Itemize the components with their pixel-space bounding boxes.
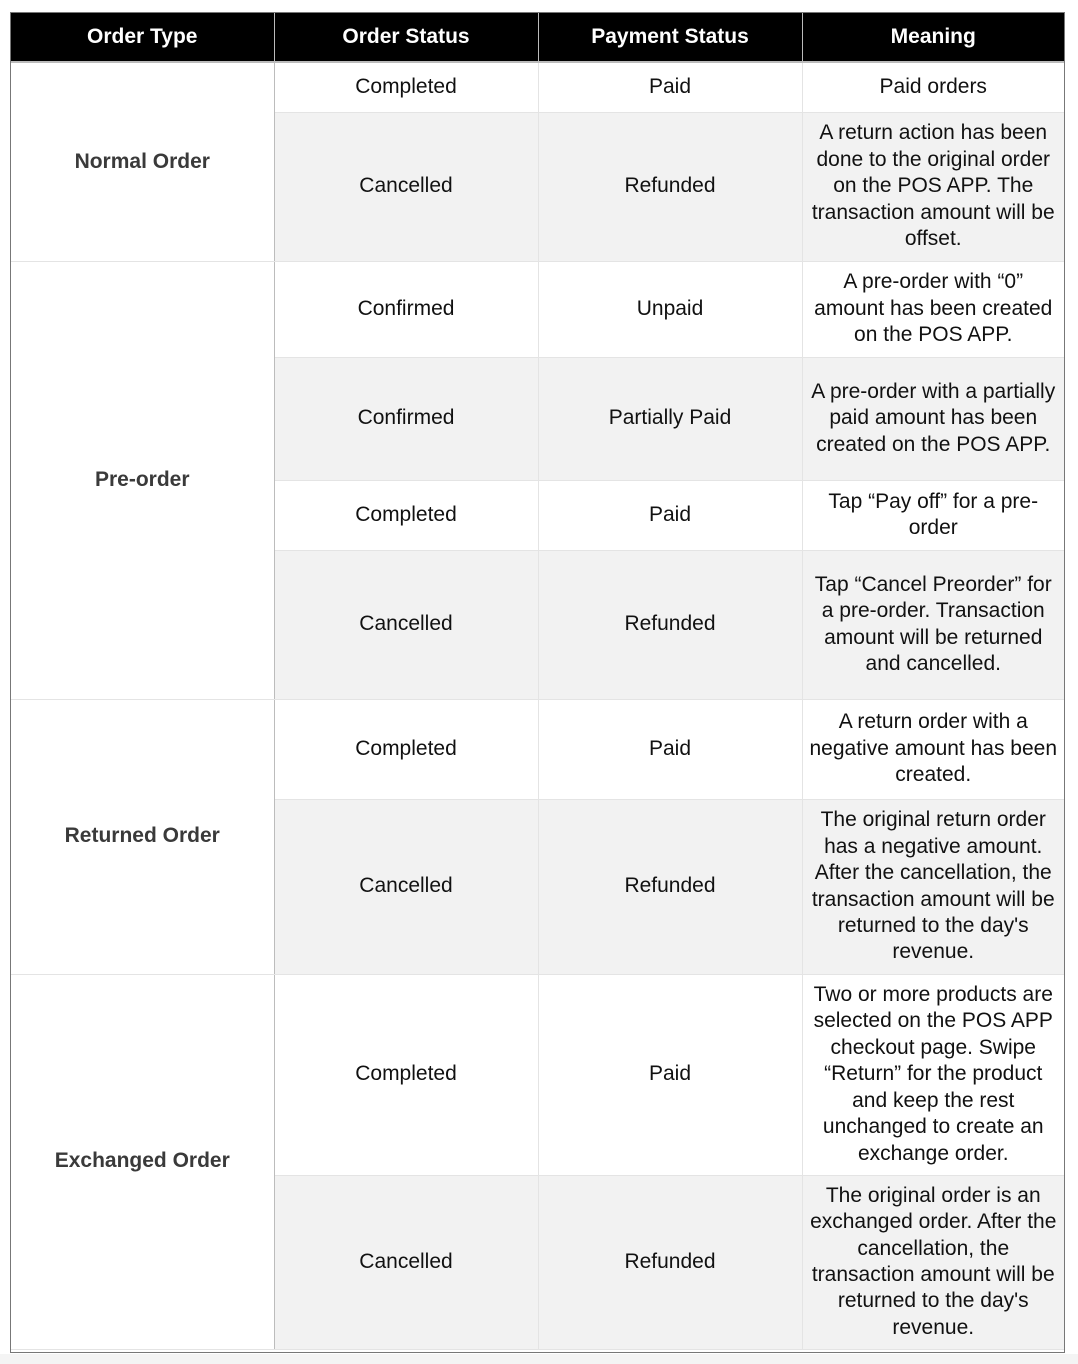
payment-status-cell: Refunded — [538, 550, 802, 699]
order-status-cell: Confirmed — [274, 357, 538, 480]
meaning-cell: Paid orders — [802, 62, 1064, 112]
payment-status-cell: Refunded — [538, 1175, 802, 1349]
table-header-row — [11, 13, 1064, 62]
meaning-cell: The original return order has a negative amount. After the cancellation, the transaction amount will be returned to the day's revenue. — [802, 799, 1064, 974]
table-row — [11, 62, 1064, 112]
header-meaning: Meaning — [802, 13, 1064, 62]
order-status-cell: Completed — [274, 974, 538, 1175]
order-status-cell: Cancelled — [274, 1175, 538, 1349]
payment-status-cell: Refunded — [538, 112, 802, 261]
order-status-table-container — [10, 12, 1065, 1353]
order-type-normal-order: Normal Order — [11, 62, 274, 261]
order-status-cell: Completed — [274, 480, 538, 550]
meaning-cell: The original order is an exchanged order. After the cancellation, the transaction amount will be returned to the day's revenue. — [802, 1175, 1064, 1349]
order-status-cell: Completed — [274, 699, 538, 799]
meaning-cell: Two or more products are selected on the POS APP checkout page. Swipe “Return” for the product and keep the rest unchanged to create an exchange order. — [802, 974, 1064, 1175]
table-row — [11, 974, 1064, 1175]
meaning-cell: A pre-order with “0” amount has been created on the POS APP. — [802, 261, 1064, 357]
order-status-cell: Completed — [274, 62, 538, 112]
order-status-cell: Cancelled — [274, 799, 538, 974]
payment-status-cell: Paid — [538, 480, 802, 550]
table-row — [11, 261, 1064, 357]
meaning-cell: A pre-order with a partially paid amount has been created on the POS APP. — [802, 357, 1064, 480]
order-status-cell: Cancelled — [274, 112, 538, 261]
order-status-cell: Cancelled — [274, 550, 538, 699]
payment-status-cell: Partially Paid — [538, 357, 802, 480]
header-order-type: Order Type — [11, 13, 274, 62]
meaning-cell: Tap “Cancel Preorder” for a pre-order. Transaction amount will be returned and cancelled. — [802, 550, 1064, 699]
meaning-cell: Tap “Pay off” for a pre-order — [802, 480, 1064, 550]
payment-status-cell: Paid — [538, 974, 802, 1175]
bottom-strip — [0, 1354, 1078, 1364]
header-order-status: Order Status — [274, 13, 538, 62]
header-payment-status: Payment Status — [538, 13, 802, 62]
order-status-cell: Confirmed — [274, 261, 538, 357]
order-type-exchanged-order: Exchanged Order — [11, 974, 274, 1349]
order-status-table — [11, 13, 1064, 1350]
payment-status-cell: Unpaid — [538, 261, 802, 357]
meaning-cell: A return action has been done to the original order on the POS APP. The transaction amount will be offset. — [802, 112, 1064, 261]
payment-status-cell: Paid — [538, 699, 802, 799]
order-type-returned-order: Returned Order — [11, 699, 274, 974]
payment-status-cell: Paid — [538, 62, 802, 112]
order-type-pre-order: Pre-order — [11, 261, 274, 699]
payment-status-cell: Refunded — [538, 799, 802, 974]
meaning-cell: A return order with a negative amount has been created. — [802, 699, 1064, 799]
table-row — [11, 699, 1064, 799]
